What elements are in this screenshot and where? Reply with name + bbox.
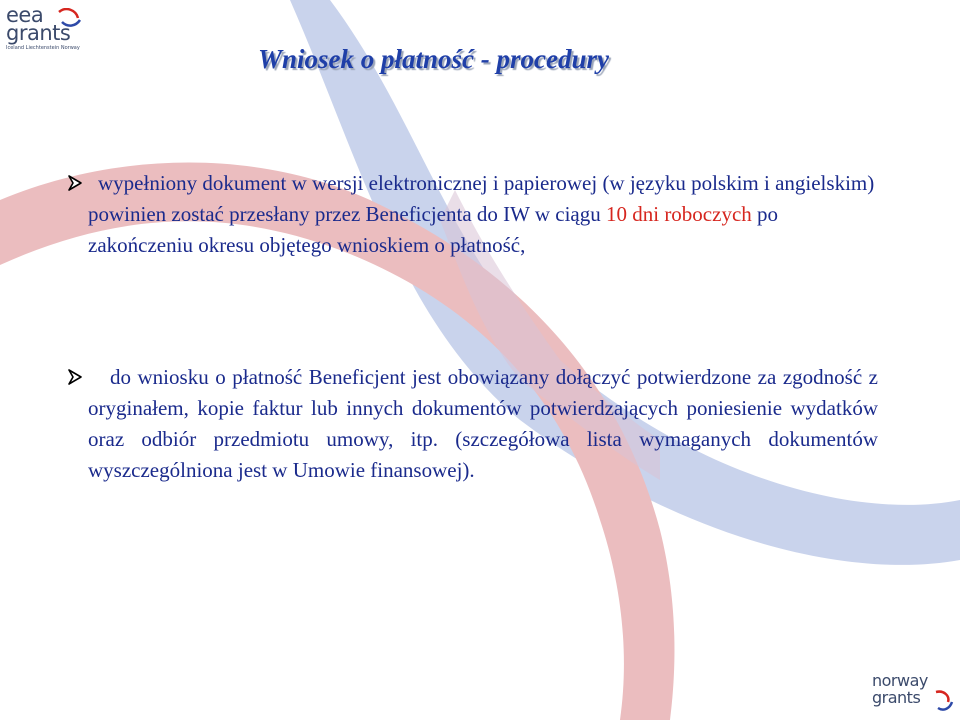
bullet-paragraph-1 (88, 168, 878, 261)
eea-logo-mark-icon (56, 8, 82, 30)
eea-logo-tagline: Iceland Liechtenstein Norway (6, 45, 80, 51)
slide-title: Wniosek o płatność - procedury (258, 44, 609, 74)
eea-logo-line1: eea (6, 3, 44, 27)
norway-logo-line2: grants (872, 688, 921, 707)
norway-grants-logo (872, 672, 956, 716)
arrow-bullet-icon (66, 368, 84, 386)
eea-logo-line2: grants (6, 21, 71, 45)
bullet1-highlight: 10 dni roboczych (605, 202, 752, 226)
bullet2-text: do wniosku o płatność Beneficjent jest obowiązany dołączyć potwierdzone za zgodność z oryginałem, kopie faktur lub innych dokumentów potwierdzających poniesienie wydatków oraz odbiór przedmiotu umowy, itp. (szczegółowa lista wymaganych dokumentów wyszczególniona jest w Umowie finansowej). (88, 365, 878, 482)
arrow-bullet-icon (66, 174, 84, 192)
bullet1-text-after: po zakończeniu okresu objętego wnioskiem o płatność, (88, 202, 779, 257)
bullet-paragraph-2 (88, 362, 878, 486)
norway-logo-mark-icon (934, 690, 954, 712)
bullet1-text-before: wypełniony dokument w wersji elektronicznej i papierowej (w języku polskim i angielskim) powinien zostać przesłany przez Beneficjenta do IW w ciągu (88, 171, 875, 226)
eea-grants-logo (6, 3, 86, 66)
norway-logo-line1: norway (872, 671, 928, 690)
